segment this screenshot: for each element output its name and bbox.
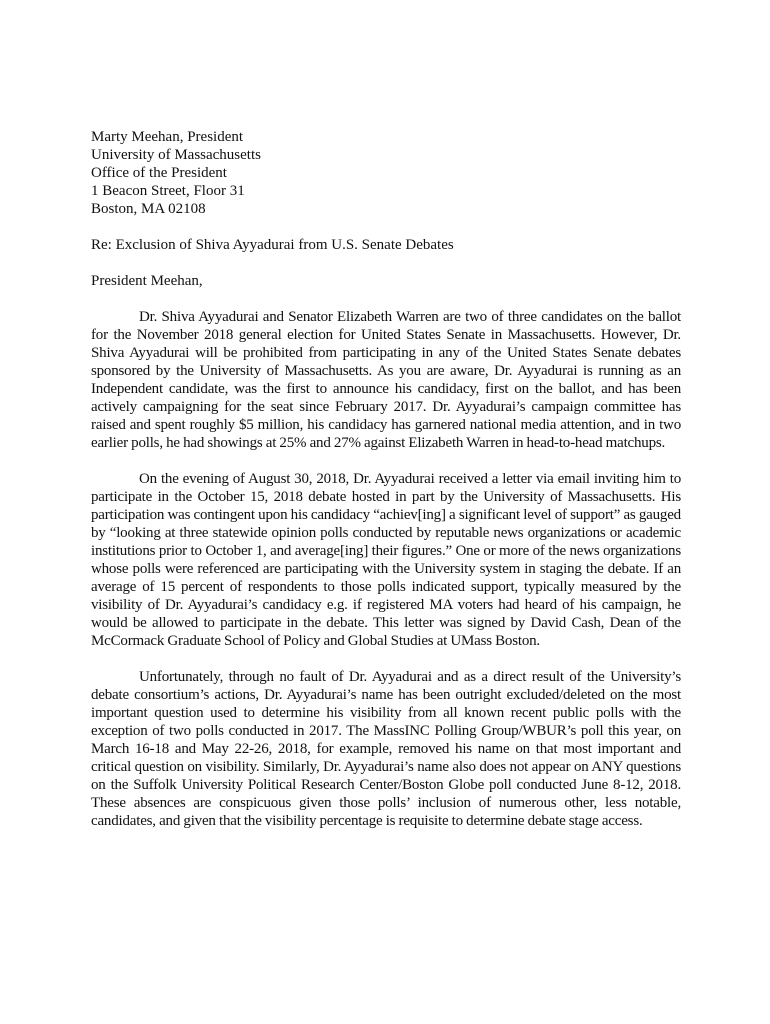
recipient-address — [91, 128, 681, 218]
recipient-name-line: Marty Meehan, President — [91, 129, 244, 145]
recipient-city-line: Boston, MA 02108 — [91, 201, 206, 217]
recipient-street-line: 1 Beacon Street, Floor 31 — [91, 183, 245, 199]
letter-page — [91, 128, 681, 845]
recipient-organization-line: University of Massachusetts — [91, 147, 261, 163]
body-paragraph-1: Dr. Shiva Ayyadurai and Senator Elizabeth Warren are two of three candidates on the ballot for the November 2018 general election for United States Senate in Massachusetts. However, Dr. Shiva Ayyadurai will be prohibited from participating in any of the United States Senate debates sponsored by the University of Massachusetts. As you are aware, Dr. Ayyadurai is running as an Independent candidate, was the first to announce his candidacy, first on the ballot, and has been actively campaigning for the seat since February 2017. Dr. Ayyadurai’s campaign committee has raised and spent roughly $5 million, his candidacy has garnered national media attention, and in two earlier polls, he had showings at 25% and 27% against Elizabeth Warren in head-to-head matchups. — [91, 309, 681, 451]
subject-line: Re: Exclusion of Shiva Ayyadurai from U.S. Senate Debates — [91, 237, 454, 253]
body-paragraph-3: Unfortunately, through no fault of Dr. Ayyadurai and as a direct result of the University’s debate consortium’s actions, Dr. Ayyadurai’s name has been outright excluded/deleted on the most important question used to determine his visibility from all known recent public polls with the exception of two polls conducted in 2017. The MassINC Polling Group/WBUR’s poll this year, on March 16-18 and May 22-26, 2018, for example, removed his name on that most important and critical question on visibility. Similarly, Dr. Ayyadurai’s name also does not appear on ANY questions on the Suffolk University Political Research Center/Boston Globe poll conducted June 8-12, 2018. These absences are conspicuous given those polls’ inclusion of numerous other, less notable, candidates, and given that the visibility percentage is requisite to determine debate stage access. — [91, 669, 681, 829]
recipient-office-line: Office of the President — [91, 165, 227, 181]
salutation: President Meehan, — [91, 273, 203, 289]
body-paragraph-2: On the evening of August 30, 2018, Dr. Ayyadurai received a letter via email inviting him to participate in the October 15, 2018 debate hosted in part by the University of Massachusetts. His participation was contingent upon his candidacy “achiev[ing] a significant level of support” as gauged by “looking at three statewide opinion polls conducted by reputable news organizations or academic institutions prior to October 1, and average[ing] their figures.” One or more of the news organizations whose polls were referenced are participating with the University system in staging the debate. If an average of 15 percent of respondents to those polls indicated support, typically measured by the visibility of Dr. Ayyadurai’s candidacy e.g. if registered MA voters had heard of his campaign, he would be allowed to participate in the debate. This letter was signed by David Cash, Dean of the McCormack Graduate School of Policy and Global Studies at UMass Boston. — [91, 471, 681, 649]
